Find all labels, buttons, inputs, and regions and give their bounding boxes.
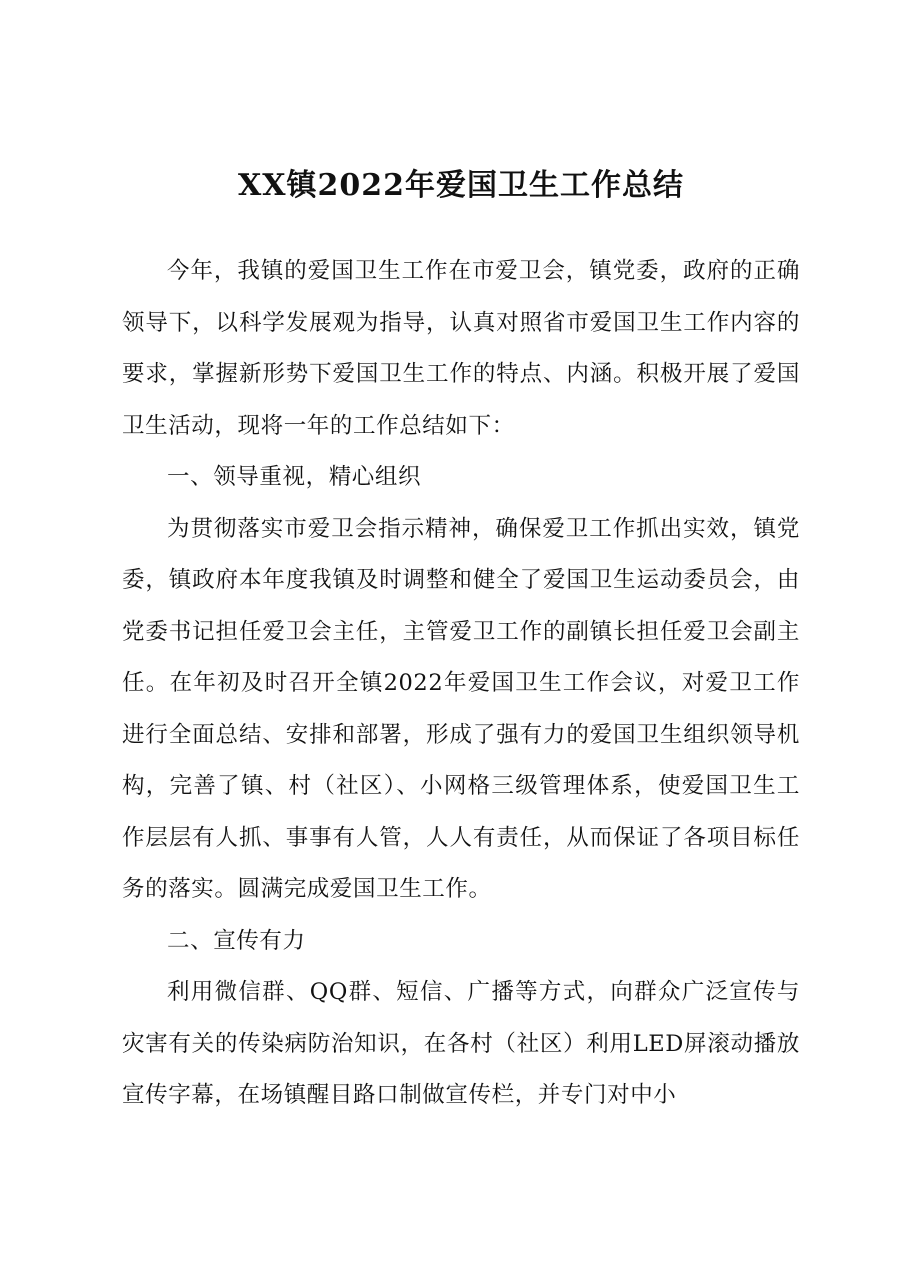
paragraph-intro: 今年，我镇的爱国卫生工作在市爱卫会，镇党委，政府的正确领导下，以科学发展观为指导，认真对照省市爱国卫生工作内容的要求，掌握新形势下爱国卫生工作的特点、内涵。积极开展了爱国卫生活动，现将一年的工作总结如下： bbox=[122, 258, 800, 439]
paragraph-section-1: 为贯彻落实市爱卫会指示精神，确保爱卫工作抓出实效，镇党委，镇政府本年度我镇及时调整和健全了爱国卫生运动委员会，由党委书记担任爱卫会主任，主管爱卫工作的副镇长担任爱卫会副主任。在年初及时召开全镇2022年爱国卫生工作会议，对爱卫工作进行全面总结、安排和部署，形成了强有力的爱国卫生组织领导机构，完善了镇、村（社区）、小网格三级管理体系，使爱国卫生工作层层有人抓、事事有人管，人人有责任，从而保证了各项目标任务的落实。圆满完成爱国卫生工作。 bbox=[122, 515, 800, 902]
section-heading-1: 一、领导重视，精心组织 bbox=[167, 464, 422, 490]
section-heading-2: 二、宣传有力 bbox=[167, 927, 306, 954]
document-page bbox=[122, 0, 800, 1286]
document-title: XX镇2022年爱国卫生工作总结 bbox=[237, 168, 685, 203]
paragraph-section-2: 利用微信群、QQ群、短信、广播等方式，向群众广泛宣传与灾害有关的传染病防治知识，在各村（社区）利用LED屏滚动播放宣传字幕，在场镇醒目路口制做宣传栏，并专门对中小 bbox=[122, 979, 800, 1108]
document-body bbox=[122, 246, 800, 1122]
